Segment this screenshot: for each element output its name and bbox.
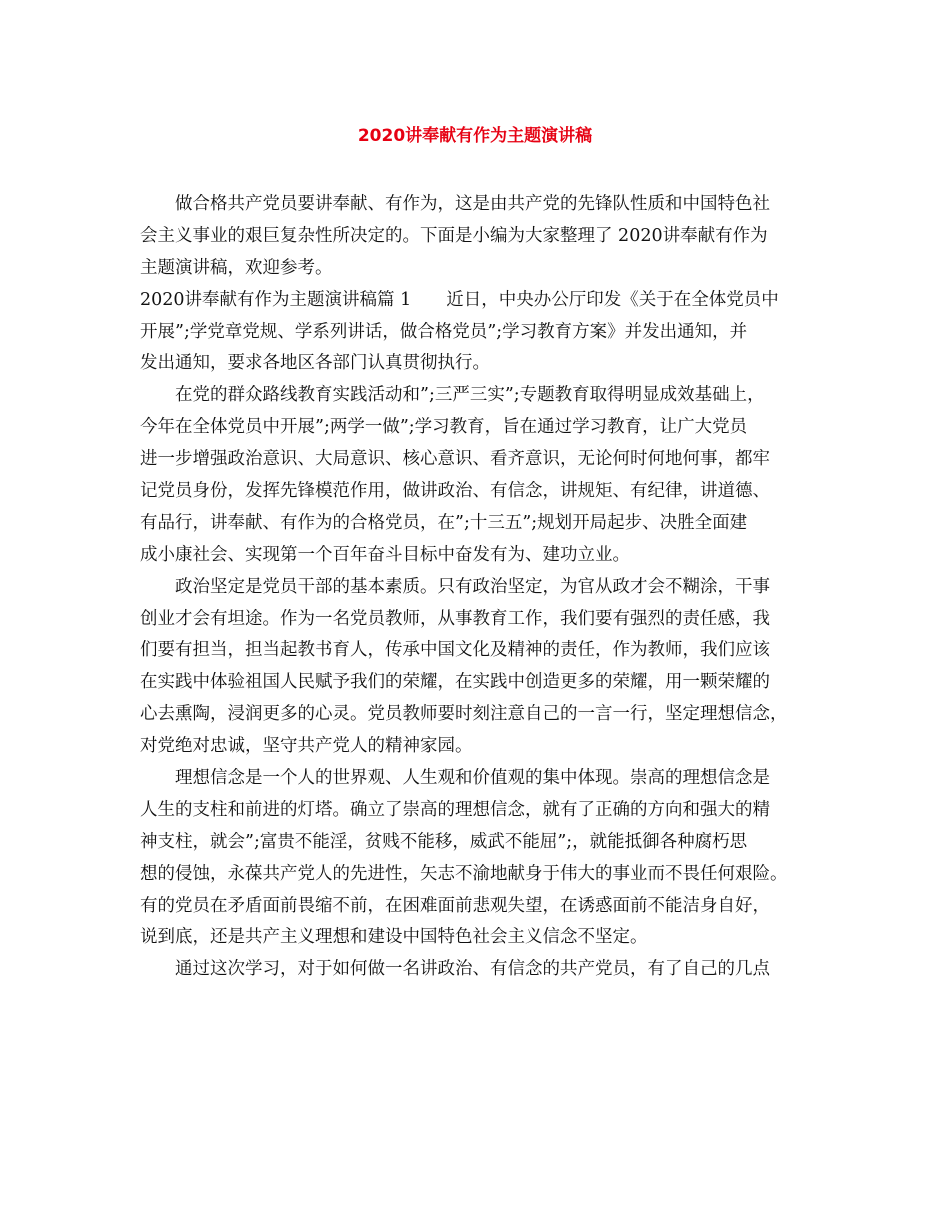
paragraph-line: 在实践中体验祖国人民赋予我们的荣耀，在实践中创造更多的荣耀，用一颗荣耀的 [140, 672, 770, 693]
paragraph-line: 进一步增强政治意识、大局意识、核心意识、看齐意识，无论何时何地何事，都牢 [140, 449, 770, 470]
paragraph-line: 发出通知，要求各地区各部门认真贯彻执行。 [140, 353, 490, 374]
paragraph-line: 理想信念是一个人的世界观、人生观和价值观的集中体现。崇高的理想信念是 [175, 768, 770, 789]
paragraph-line: 成小康社会、实现第一个百年奋斗目标中奋发有为、建功立业。 [140, 544, 630, 565]
paragraph-line: 会主义事业的艰巨复杂性所决定的。下面是小编为大家整理了 2020讲奉献有作为 [140, 225, 768, 246]
paragraph-line: 有的党员在矛盾面前畏缩不前，在困难面前悲观失望，在诱惑面前不能洁身自好， [140, 895, 770, 916]
paragraph-line: 对党绝对忠诚，坚守共产党人的精神家园。 [140, 736, 473, 757]
paragraph-line: 今年在全体党员中开展”;两学一做”;学习教育，旨在通过学习教育，让广大党员 [140, 417, 748, 438]
paragraph-line: 想的侵蚀，永葆共产党人的先进性，矢志不渝地献身于伟大的事业而不畏任何艰险。 [140, 863, 788, 884]
paragraph-line: 主题演讲稿，欢迎参考。 [140, 257, 333, 278]
paragraph-line: 开展”;学党章党规、学系列讲话，做合格党员”;学习教育方案》并发出通知，并 [140, 321, 748, 342]
paragraph-line: 创业才会有坦途。作为一名党员教师，从事教育工作，我们要有强烈的责任感，我 [140, 608, 770, 629]
document-body [140, 189, 820, 986]
paragraph-line: 有品行，讲奉献、有作为的合格党员，在”;十三五”;规划开局起步、决胜全面建 [140, 512, 748, 533]
paragraph-line: 通过这次学习，对于如何做一名讲政治、有信念的共产党员，有了自己的几点 [175, 959, 770, 980]
paragraph-line: 记党员身份，发挥先锋模范作用，做讲政治、有信念，讲规矩、有纪律，讲道德、 [140, 481, 770, 502]
paragraph-line: 心去熏陶，浸润更多的心灵。党员教师要时刻注意自己的一言一行，坚定理想信念， [140, 704, 788, 725]
section-heading-line: 2020讲奉献有作为主题演讲稿篇 1 近日，中央办公厅印发《关于在全体党员中 [140, 289, 779, 310]
paragraph-line: 人生的支柱和前进的灯塔。确立了崇高的理想信念，就有了正确的方向和强大的精 [140, 799, 770, 820]
paragraph-line: 在党的群众路线教育实践活动和”;三严三实”;专题教育取得明显成效基础上， [175, 385, 765, 406]
paragraph-line: 说到底，还是共产主义理想和建设中国特色社会主义信念不坚定。 [140, 927, 648, 948]
paragraph-line: 们要有担当，担当起教书育人，传承中国文化及精神的责任，作为教师，我们应该 [140, 640, 770, 661]
paragraph-line: 神支柱，就会”;富贵不能淫，贫贱不能移，威武不能屈”;，就能抵御各种腐朽思 [140, 831, 748, 852]
paragraph-line: 做合格共产党员要讲奉献、有作为，这是由共产党的先锋队性质和中国特色社 [175, 194, 770, 214]
document-title: 2020讲奉献有作为主题演讲稿 [357, 126, 593, 146]
paragraph-line: 政治坚定是党员干部的基本素质。只有政治坚定，为官从政才会不糊涂，干事 [175, 576, 770, 597]
